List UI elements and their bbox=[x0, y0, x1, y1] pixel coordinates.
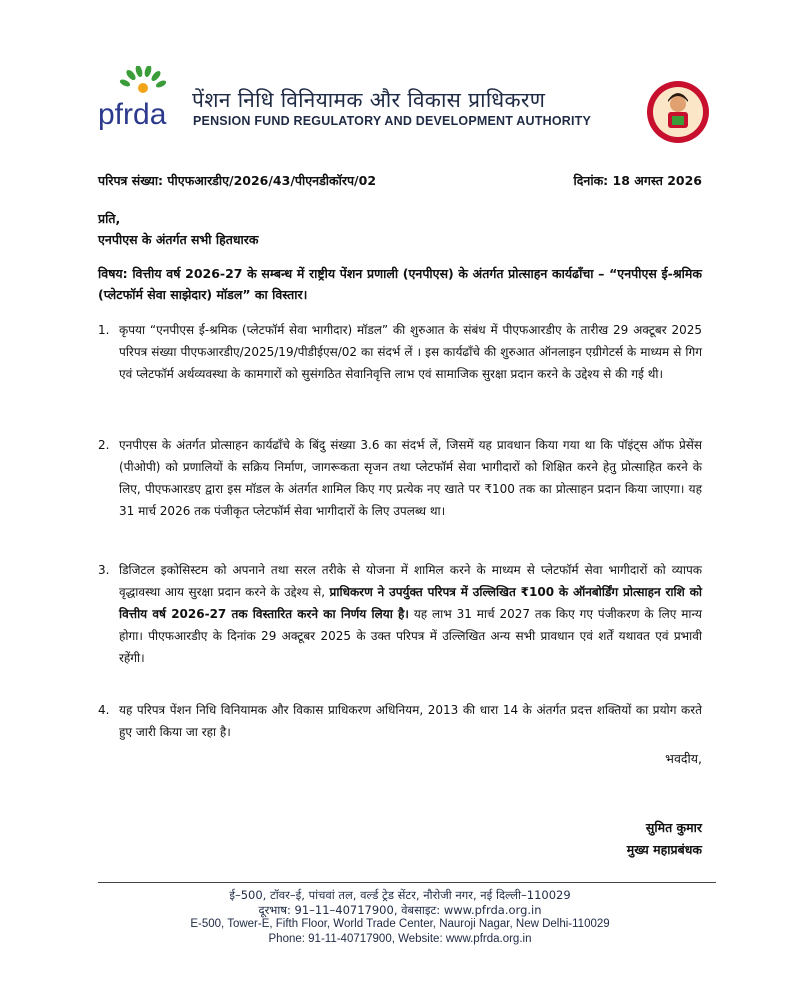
signatory-block bbox=[627, 817, 702, 861]
paragraph-1 bbox=[98, 319, 702, 385]
pension-emblem-icon bbox=[646, 80, 710, 144]
paragraph-text bbox=[119, 559, 702, 669]
reference-line bbox=[98, 172, 702, 189]
paragraph-3 bbox=[98, 559, 702, 669]
signatory-name: सुमित कुमार bbox=[645, 820, 702, 835]
org-name-english: PENSION FUND REGULATORY AND DEVELOPMENT AUTHORITY bbox=[193, 114, 592, 128]
addressee-to: प्रति, bbox=[98, 211, 121, 226]
paragraph-4 bbox=[98, 699, 702, 743]
svg-text:pfrda: pfrda bbox=[98, 98, 167, 131]
footer-phone-hindi: दूरभाष: 91–11–40717900, वेबसाइट: www.pfrda.org.in bbox=[258, 902, 542, 917]
paragraph-2 bbox=[98, 434, 702, 522]
paragraph-text-after: यह लाभ 31 मार्च 2027 तक किए गए पंजीकरण के लिए मान्य होगा। पीएफआरडीए के दिनांक 29 अक्टूबर 2025 के उक्त परिपत्र में उल्लिखित अन्य सभी प्रावधान एवं शर्तें यथावत एवं प्रभावी रहेंगी। bbox=[119, 607, 702, 665]
paragraph-text: यह परिपत्र पेंशन निधि विनियामक और विकास प्राधिकरण अधिनियम, 2013 की धारा 14 के अंतर्गत प्रदत्त शक्तियों का प्रयोग करते हुए जारी किया जा रहा है। bbox=[119, 703, 702, 739]
pfrda-logo bbox=[98, 66, 184, 136]
circular-number: परिपत्र संख्या: पीएफआरडीए/2026/43/पीएनडीकॉरप/02 bbox=[98, 173, 377, 188]
closing-salutation: भवदीय, bbox=[665, 751, 702, 766]
paragraph-number: 3. bbox=[98, 563, 110, 577]
paragraph-number: 2. bbox=[98, 438, 110, 452]
paragraph-text: एनपीएस के अंतर्गत प्रोत्साहन कार्यढाँचे के बिंदु संख्या 3.6 का संदर्भ लें, जिसमें यह प्रावधान किया गया था कि पॉइंट्स ऑफ प्रेसेंस (पीओपी) को प्रणालियों के सक्रिय निर्माण, जागरूकता सृजन तथा प्लेटफॉर्म सेवा भागीदारों को शिक्षित करने हेतु प्रोत्साहित करने के लिए, पीएफआरडए द्वारा इस मॉडल के अंतर्गत शामिल किए गए प्रत्येक नए खाते पर ₹100 तक का प्रोत्साहन प्रदान किया जाएगा। यह 31 मार्च 2026 तक पंजीकृत प्लेटफॉर्म सेवा भागीदारों के लिए उपलब्ध था। bbox=[119, 438, 702, 518]
footer-address-hindi: ई–500, टॉवर–ई, पांचवां तल, वर्ल्ड ट्रेड सेंटर, नौरोजी नगर, नई दिल्ली–110029 bbox=[229, 888, 571, 902]
addressee-block bbox=[98, 208, 259, 250]
footer-divider bbox=[98, 882, 716, 883]
paragraph-number: 4. bbox=[98, 703, 110, 717]
footer bbox=[0, 888, 800, 946]
org-name-hindi: पेंशन निधि विनियामक और विकास प्राधिकरण bbox=[192, 88, 546, 112]
paragraph-text-bold: प्राधिकरण ने उपर्युक्त परिपत्र में उल्लिखित ₹100 के ऑनबोर्डिंग प्रोत्साहन राशि को वित्तीय वर्ष 2026-27 तक विस्तारित करने का निर्णय लिया है। bbox=[119, 585, 702, 621]
paragraph-number: 1. bbox=[98, 323, 110, 337]
paragraph-text-before: डिजिटल इकोसिस्टम को अपनाने तथा सरल तरीके से योजना में शामिल करने के माध्यम से प्लेटफॉर्म सेवा भागीदारों को व्यापक वृद्धावस्था आय सुरक्षा प्रदान करने के उद्देश्य से, bbox=[119, 563, 702, 599]
footer-address-english: E-500, Tower-E, Fifth Floor, World Trade Center, Nauroji Nagar, New Delhi-110029 bbox=[190, 918, 610, 930]
subject-line: विषय: वित्तीय वर्ष 2026-27 के सम्बन्ध में राष्ट्रीय पेंशन प्रणाली (एनपीएस) के अंतर्गत प्रोत्साहन कार्यढाँचा – “एनपीएस ई-श्रमिक (प्लेटफॉर्म सेवा साझेदार) मॉडल” का विस्तार। bbox=[98, 266, 702, 302]
addressee-recipients: एनपीएस के अंतर्गत सभी हितधारक bbox=[98, 232, 259, 247]
circular-date: दिनांक: 18 अगस्त 2026 bbox=[573, 173, 702, 188]
footer-phone-english: Phone: 91-11-40717900, Website: www.pfrda.org.in bbox=[268, 932, 532, 945]
paragraph-text: कृपया “एनपीएस ई-श्रमिक (प्लेटफॉर्म सेवा भागीदार) मॉडल” की शुरुआत के संबंध में पीएफआरडीए के तारीख 29 अक्टूबर 2025 परिपत्र संख्या पीएफआरडीए/2025/19/पीडीईएस/02 का संदर्भ लें । इस कार्यढाँचे की शुरुआत ऑनलाइन एग्रीगेटर्स के माध्यम से गिग एवं प्लेटफॉर्म अर्थव्यवस्था के कामगारों को सुसंगठित सेवानिवृत्ति लाभ एवं सामाजिक सुरक्षा प्रदान करने के उद्देश्य से की गई थी। bbox=[119, 323, 702, 381]
signatory-designation: मुख्य महाप्रबंधक bbox=[626, 842, 702, 857]
